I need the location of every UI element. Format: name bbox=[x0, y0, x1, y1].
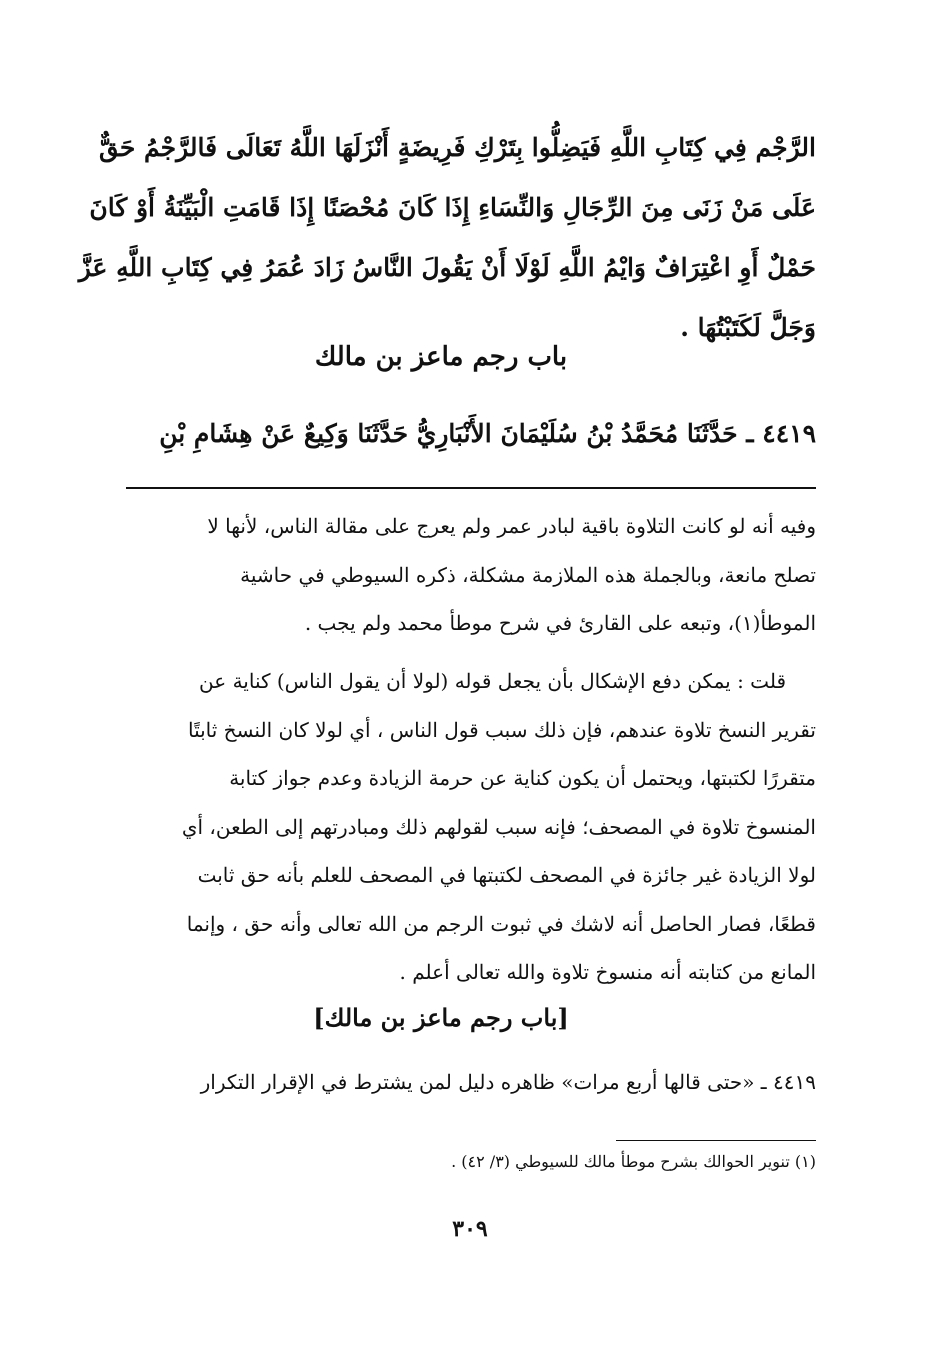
commentary-line: متقررًا لكتبتها، ويحتمل أن يكون كناية عن حرمة الزيادة وعدم جواز كتابة bbox=[229, 766, 816, 790]
hadith-text-block bbox=[66, 118, 816, 358]
footnote-divider bbox=[616, 1140, 816, 1141]
commentary-line: المانع من كتابته أنه منسوخ تلاوة والله تعالى أعلم . bbox=[399, 960, 816, 984]
footnote: (١) تنوير الحوالك بشرح موطأ مالك للسيوطي (٣/ ٤٢) . bbox=[451, 1152, 816, 1171]
hadith-line-1: الرَّجْم فِي كِتَابِ اللَّهِ فَيَضِلُّوا بِتَرْكِ فَرِيضَةٍ أَنْزَلَهَا اللَّهُ تَعَالَى فَالرَّجْمُ حَقٌّ bbox=[99, 133, 816, 162]
hadith-line-3: حَمْلٌ أَوِ اعْتِرَافٌ وَايْمُ اللَّهِ لَوْلَا أَنْ يَقُولَ النَّاسُ زَادَ عُمَرُ فِي كِتَابِ اللَّهِ عَزَّ bbox=[78, 253, 816, 282]
hadith-4419-line: ٤٤١٩ ـ حَدَّثَنَا مُحَمَّدُ بْنُ سُلَيْمَانَ الأَنْبَارِيُّ حَدَّثَنَا وَكِيعٌ عَنْ هِشَامِ بْنِ bbox=[159, 419, 816, 448]
commentary-line: قلت : يمكن دفع الإشكال بأن يجعل قوله (لولا أن يقول الناس) كناية عن bbox=[199, 669, 786, 693]
page-number: ٣٠٩ bbox=[452, 1216, 488, 1242]
chapter-heading: باب رجم ماعز بن مالك bbox=[314, 342, 568, 372]
hadith-line-4: وَجَلَّ لَكَتَبْتُهَا . bbox=[680, 313, 816, 342]
section-divider bbox=[126, 487, 816, 489]
hadith-line-2: عَلَى مَنْ زَنَى مِنَ الرِّجَالِ وَالنِّسَاءِ إِذَا كَانَ مُحْصَنًا إِذَا قَامَتِ الْبَيِّنَةُ أَوْ كَانَ bbox=[89, 193, 816, 222]
commentary-line: المنسوخ تلاوة في المصحف؛ فإنه سبب لقولهم ذلك ومبادرتهم إلى الطعن، أي bbox=[181, 814, 816, 839]
commentary-line: تصلح مانعة، وبالجملة هذه الملازمة مشكلة، ذكره السيوطي في حاشية bbox=[240, 562, 816, 587]
commentary-heading: [باب رجم ماعز بن مالك] bbox=[313, 1003, 569, 1032]
commentary-paragraph-1 bbox=[66, 502, 816, 648]
commentary-line: وفيه أنه لو كانت التلاوة باقية لبادر عمر ولم يعرج على مقالة الناس، لأنها لا bbox=[207, 514, 816, 538]
commentary-paragraph-2 bbox=[66, 657, 816, 997]
commentary-line: لولا الزيادة غير جائزة في المصحف لكتبتها في المصحف للعلم بأنه حق ثابت bbox=[197, 863, 816, 887]
commentary-line: قطعًا، فصار الحاصل أنه لاشك في ثبوت الرجم من الله تعالى وأنه حق ، وإنما bbox=[186, 911, 816, 936]
commentary-paragraph-3: ٤٤١٩ ـ «حتى قالها أربع مرات» ظاهره دليل لمن يشترط في الإقرار التكرار bbox=[200, 1070, 816, 1094]
commentary-line: الموطأ(١)، وتبعه على القارئ في شرح موطأ محمد ولم يجب . bbox=[304, 611, 816, 635]
commentary-line: تقرير النسخ تلاوة عندهم، فإن ذلك سبب قول الناس ، أي لولا كان النسخ ثابتًا bbox=[187, 717, 816, 742]
